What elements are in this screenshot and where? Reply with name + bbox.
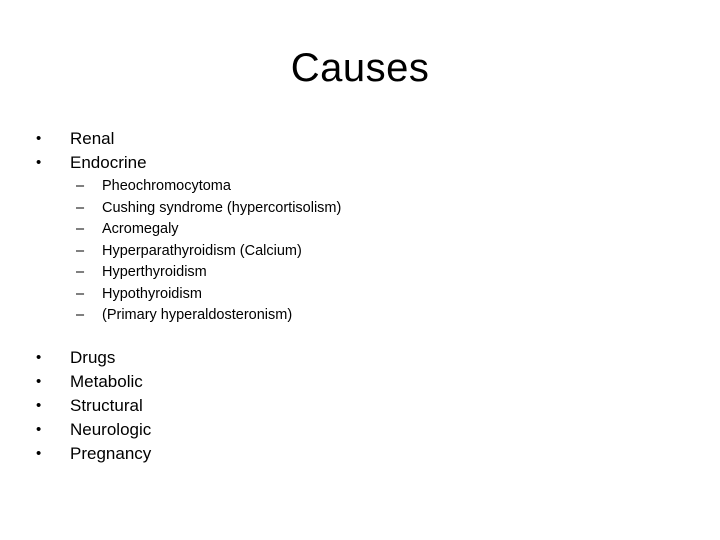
bullet-text-endocrine: Endocrine (70, 153, 147, 172)
bullet-text-structural: Structural (70, 396, 143, 415)
sub-item-text: Cushing syndrome (hypercortisolism) (102, 199, 342, 216)
dash-icon: – (76, 307, 85, 323)
bullet-text-drugs: Drugs (70, 348, 116, 367)
sub-item-text: (Primary hyperaldosteronism) (102, 307, 293, 323)
bullet-icon: • (36, 397, 42, 414)
dash-icon: – (76, 221, 85, 237)
sub-item-text: Hypothyroidism (102, 285, 202, 302)
sub-item-text: Hyperthyroidism (102, 264, 207, 280)
slide-title: Causes (290, 46, 430, 90)
dash-icon: – (76, 242, 85, 259)
bullet-icon: • (36, 421, 42, 438)
bullet-icon: • (36, 349, 42, 366)
dash-icon: – (76, 264, 85, 280)
bullet-icon: • (36, 445, 42, 462)
bullet-icon: • (36, 154, 42, 171)
dash-icon: – (76, 199, 85, 216)
bullet-icon: • (36, 130, 42, 147)
dash-icon: – (76, 178, 85, 194)
bullet-text-renal: Renal (70, 129, 115, 148)
bullet-text-neurologic: Neurologic (70, 420, 152, 439)
sub-item-text: Pheochromocytoma (102, 178, 231, 194)
bullet-text-pregnancy: Pregnancy (70, 444, 152, 463)
sub-item-text: Acromegaly (102, 221, 179, 237)
sub-item-text: Hyperparathyroidism (Calcium) (102, 242, 302, 259)
dash-icon: – (76, 285, 85, 302)
bullet-icon: • (36, 373, 42, 390)
bullet-text-metabolic: Metabolic (70, 372, 143, 391)
